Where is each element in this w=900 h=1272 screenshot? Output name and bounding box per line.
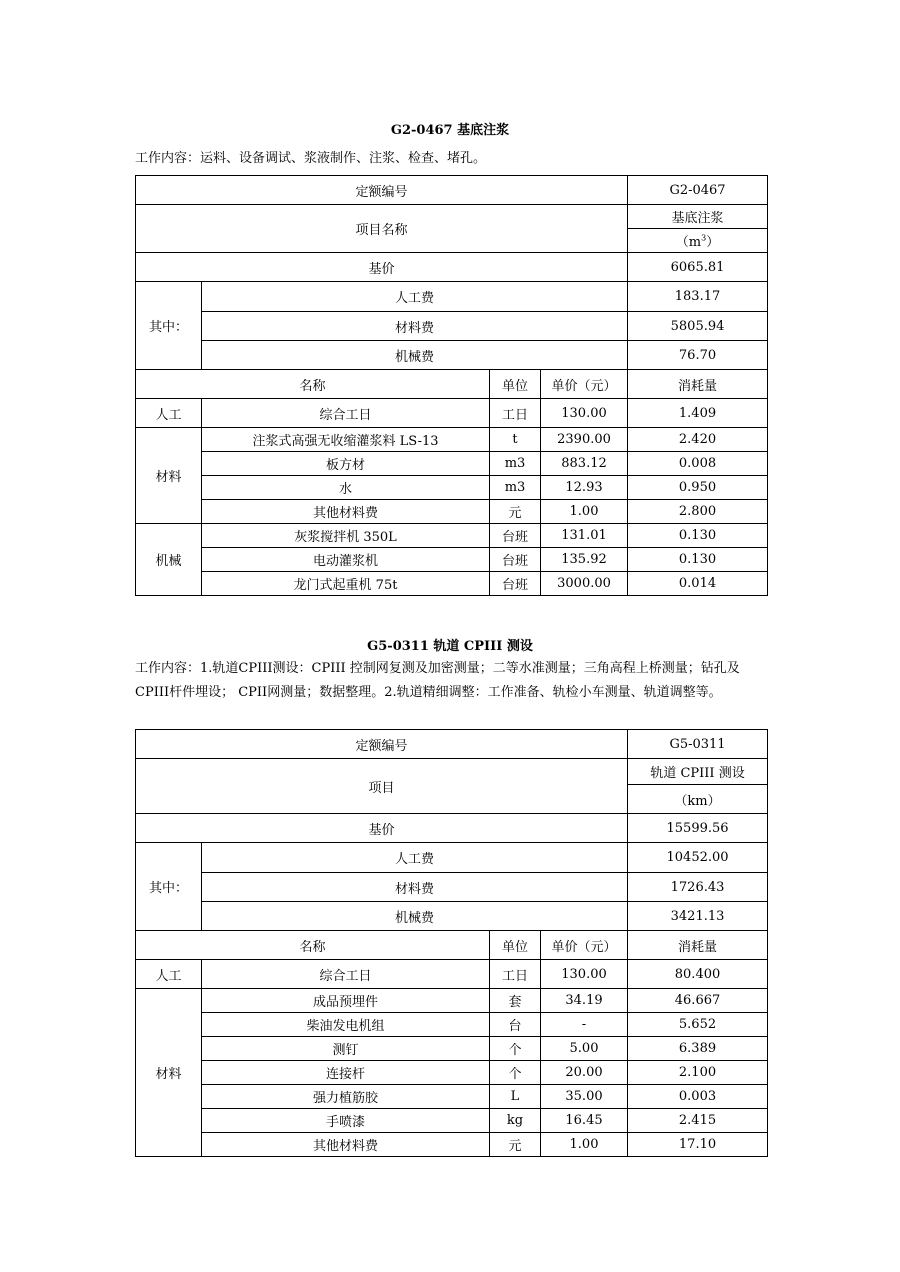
row-unit: t bbox=[490, 428, 541, 452]
row-unit: kg bbox=[490, 1109, 541, 1133]
section1-title: G2-0467 基底注浆 bbox=[390, 123, 510, 138]
row-price: 130.00 bbox=[541, 960, 628, 989]
item-row bbox=[136, 759, 768, 785]
row-name: 灰浆搅拌机 350L bbox=[202, 524, 490, 548]
row-price: 16.45 bbox=[541, 1109, 628, 1133]
labor-cost-row bbox=[136, 843, 768, 873]
column-header-row bbox=[136, 370, 768, 399]
col-name-header: 名称 bbox=[136, 931, 490, 960]
row-price: 1.00 bbox=[541, 500, 628, 524]
labor-cost-label: 人工费 bbox=[202, 843, 628, 873]
base-price-label: 基价 bbox=[136, 253, 628, 282]
machine-cost-row bbox=[136, 341, 768, 370]
row-price: 20.00 bbox=[541, 1061, 628, 1085]
row-name: 成品预埋件 bbox=[202, 989, 490, 1013]
labor-cost-label: 人工费 bbox=[202, 282, 628, 312]
item-name: 基底注浆 bbox=[628, 205, 768, 229]
row-name: 其他材料费 bbox=[202, 1133, 490, 1157]
section1-work-content: 工作内容：运料、设备调试、浆液制作、注浆、检查、堵孔。 bbox=[135, 151, 487, 166]
table-row bbox=[136, 524, 768, 548]
row-qty: 1.409 bbox=[628, 399, 768, 428]
base-price-value: 15599.56 bbox=[628, 814, 768, 843]
row-qty: 0.130 bbox=[628, 548, 768, 572]
section1-table bbox=[135, 175, 768, 596]
item-unit: $(m^3)$ bbox=[628, 229, 768, 253]
row-qty: 2.415 bbox=[628, 1109, 768, 1133]
category-label: 机械 bbox=[136, 524, 202, 596]
table-row bbox=[136, 572, 768, 596]
material-cost-row bbox=[136, 873, 768, 902]
section2-work-content: 工作内容：1.轨道CPIII测设：CPIII 控制网复测及加密测量；二等水准测量；三角高程上桥测量；钻孔及CPIII杆件埋设； CPII网测量；数据整理。2.轨道精细调整：工作准备、轨检小车测量、轨道调整等。 bbox=[135, 661, 740, 700]
of-which-label: 其中： bbox=[136, 843, 202, 931]
row-qty: 0.130 bbox=[628, 524, 768, 548]
category-label: 人工 bbox=[136, 399, 202, 428]
table-row bbox=[136, 1109, 768, 1133]
col-qty-header: 消耗量 bbox=[628, 370, 768, 399]
row-qty: 5.652 bbox=[628, 1013, 768, 1037]
row-price: - bbox=[541, 1013, 628, 1037]
row-unit: m3 bbox=[490, 452, 541, 476]
row-price: 3000.00 bbox=[541, 572, 628, 596]
material-cost-label: 材料费 bbox=[202, 312, 628, 341]
row-unit: 个 bbox=[490, 1061, 541, 1085]
item-name: 轨道 CPIII 测设 bbox=[628, 759, 768, 785]
table-row bbox=[136, 1061, 768, 1085]
table-row bbox=[136, 452, 768, 476]
section2-table bbox=[135, 729, 768, 1157]
row-qty: 2.800 bbox=[628, 500, 768, 524]
row-unit: 台 bbox=[490, 1013, 541, 1037]
row-qty: 80.400 bbox=[628, 960, 768, 989]
code-label: 定额编号 bbox=[136, 730, 628, 759]
row-price: 130.00 bbox=[541, 399, 628, 428]
row-unit: 套 bbox=[490, 989, 541, 1013]
machine-cost-value: 3421.13 bbox=[628, 902, 768, 931]
table-row bbox=[136, 989, 768, 1013]
table-row bbox=[136, 500, 768, 524]
row-name: 水 bbox=[202, 476, 490, 500]
row-unit: 台班 bbox=[490, 572, 541, 596]
row-name: 电动灌浆机 bbox=[202, 548, 490, 572]
row-name: 柴油发电机组 bbox=[202, 1013, 490, 1037]
row-price: 5.00 bbox=[541, 1037, 628, 1061]
item-label: 项目 bbox=[136, 759, 628, 814]
material-cost-label: 材料费 bbox=[202, 873, 628, 902]
labor-cost-value: 10452.00 bbox=[628, 843, 768, 873]
table-row bbox=[136, 960, 768, 989]
row-unit: L bbox=[490, 1085, 541, 1109]
material-cost-row bbox=[136, 312, 768, 341]
of-which-label: 其中： bbox=[136, 282, 202, 370]
row-qty: 0.003 bbox=[628, 1085, 768, 1109]
row-price: 35.00 bbox=[541, 1085, 628, 1109]
row-qty: 2.100 bbox=[628, 1061, 768, 1085]
code-label: 定额编号 bbox=[136, 176, 628, 205]
machine-cost-label: 机械费 bbox=[202, 341, 628, 370]
table-row bbox=[136, 399, 768, 428]
row-name: 连接杆 bbox=[202, 1061, 490, 1085]
table-row bbox=[136, 1037, 768, 1061]
col-price-header: 单价（元） bbox=[541, 370, 628, 399]
code-value: G5-0311 bbox=[628, 730, 768, 759]
row-name: 测钉 bbox=[202, 1037, 490, 1061]
row-price: 2390.00 bbox=[541, 428, 628, 452]
table-row bbox=[136, 476, 768, 500]
row-name: 手喷漆 bbox=[202, 1109, 490, 1133]
row-name: 龙门式起重机 75t bbox=[202, 572, 490, 596]
row-name: 强力植筋胶 bbox=[202, 1085, 490, 1109]
col-unit-header: 单位 bbox=[490, 931, 541, 960]
row-qty: 17.10 bbox=[628, 1133, 768, 1157]
section2-title: G5-0311 轨道 CPIII 测设 bbox=[367, 639, 533, 654]
row-unit: 台班 bbox=[490, 524, 541, 548]
table-row bbox=[136, 1013, 768, 1037]
row-name: 其他材料费 bbox=[202, 500, 490, 524]
column-header-row bbox=[136, 931, 768, 960]
item-label: 项目名称 bbox=[136, 205, 628, 253]
row-qty: 6.389 bbox=[628, 1037, 768, 1061]
item-row bbox=[136, 205, 768, 229]
row-name: 注浆式高强无收缩灌浆料 LS-13 bbox=[202, 428, 490, 452]
row-price: 1.00 bbox=[541, 1133, 628, 1157]
machine-cost-label: 机械费 bbox=[202, 902, 628, 931]
row-unit: 元 bbox=[490, 500, 541, 524]
machine-cost-value: 76.70 bbox=[628, 341, 768, 370]
col-qty-header: 消耗量 bbox=[628, 931, 768, 960]
row-unit: 工日 bbox=[490, 399, 541, 428]
row-qty: 46.667 bbox=[628, 989, 768, 1013]
row-qty: 0.008 bbox=[628, 452, 768, 476]
labor-cost-value: 183.17 bbox=[628, 282, 768, 312]
row-price: 131.01 bbox=[541, 524, 628, 548]
base-price-label: 基价 bbox=[136, 814, 628, 843]
row-price: 34.19 bbox=[541, 989, 628, 1013]
code-row bbox=[136, 176, 768, 205]
category-label: 材料 bbox=[136, 428, 202, 524]
table-row bbox=[136, 1133, 768, 1157]
row-unit: 工日 bbox=[490, 960, 541, 989]
base-price-row bbox=[136, 814, 768, 843]
row-unit: m3 bbox=[490, 476, 541, 500]
code-value: G2-0467 bbox=[628, 176, 768, 205]
row-qty: 2.420 bbox=[628, 428, 768, 452]
code-row bbox=[136, 730, 768, 759]
row-price: 12.93 bbox=[541, 476, 628, 500]
table-row bbox=[136, 548, 768, 572]
col-name-header: 名称 bbox=[136, 370, 490, 399]
row-unit: 台班 bbox=[490, 548, 541, 572]
category-label: 材料 bbox=[136, 989, 202, 1157]
row-name: 综合工日 bbox=[202, 960, 490, 989]
row-qty: 0.950 bbox=[628, 476, 768, 500]
row-name: 板方材 bbox=[202, 452, 490, 476]
row-name: 综合工日 bbox=[202, 399, 490, 428]
col-unit-header: 单位 bbox=[490, 370, 541, 399]
machine-cost-row bbox=[136, 902, 768, 931]
row-unit: 元 bbox=[490, 1133, 541, 1157]
base-price-value: 6065.81 bbox=[628, 253, 768, 282]
category-label: 人工 bbox=[136, 960, 202, 989]
row-price: 135.92 bbox=[541, 548, 628, 572]
labor-cost-row bbox=[136, 282, 768, 312]
table-row bbox=[136, 1085, 768, 1109]
material-cost-value: 5805.94 bbox=[628, 312, 768, 341]
table-row bbox=[136, 428, 768, 452]
base-price-row bbox=[136, 253, 768, 282]
row-price: 883.12 bbox=[541, 452, 628, 476]
col-price-header: 单价（元） bbox=[541, 931, 628, 960]
row-qty: 0.014 bbox=[628, 572, 768, 596]
row-unit: 个 bbox=[490, 1037, 541, 1061]
item-unit: （km） bbox=[628, 785, 768, 814]
material-cost-value: 1726.43 bbox=[628, 873, 768, 902]
